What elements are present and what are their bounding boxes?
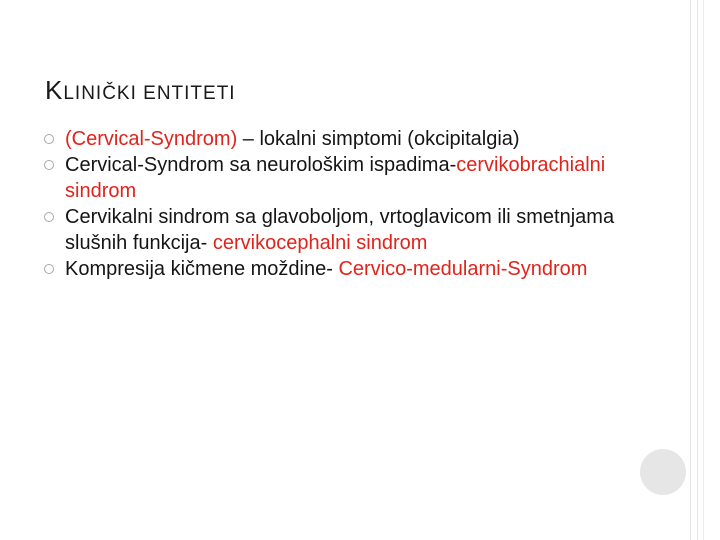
decorative-vertical-line [703,0,704,540]
bullet-text: Kompresija kičmene moždine- [65,258,339,280]
decorative-vertical-line [690,0,691,540]
decorative-circle [640,449,686,495]
bullet-item [44,126,664,152]
highlighted-term: (Cervical-Syndrom) [65,128,238,150]
bullet-item [44,256,664,282]
decorative-vertical-line [697,0,698,540]
bullet-text: – lokalni simptomi (okcipitalgia) [237,128,520,150]
bullet-item [44,152,664,204]
highlighted-term: cervikocephalni sindrom [212,232,428,254]
highlighted-term: cervikobrachialni sindrom [65,154,606,202]
slide-title [45,74,236,110]
bullet-text: Cervikalni sindrom sa glavoboljom, vrtoglavicom ili smetnjama slušnih funkcija- [65,206,615,254]
circle-bullet-icon [44,160,54,170]
title-first-letter: K [45,75,64,105]
circle-bullet-icon [44,212,54,222]
circle-bullet-icon [44,264,54,274]
highlighted-term: Cervico-medularni-Syndrom [338,258,588,280]
bullet-item [44,204,664,256]
bullet-text: Cervical-Syndrom sa neurološkim ispadima- [65,154,457,176]
title-rest: LINIČKI ENTITETI [63,83,236,104]
bullet-list [44,126,664,282]
circle-bullet-icon [44,134,54,144]
